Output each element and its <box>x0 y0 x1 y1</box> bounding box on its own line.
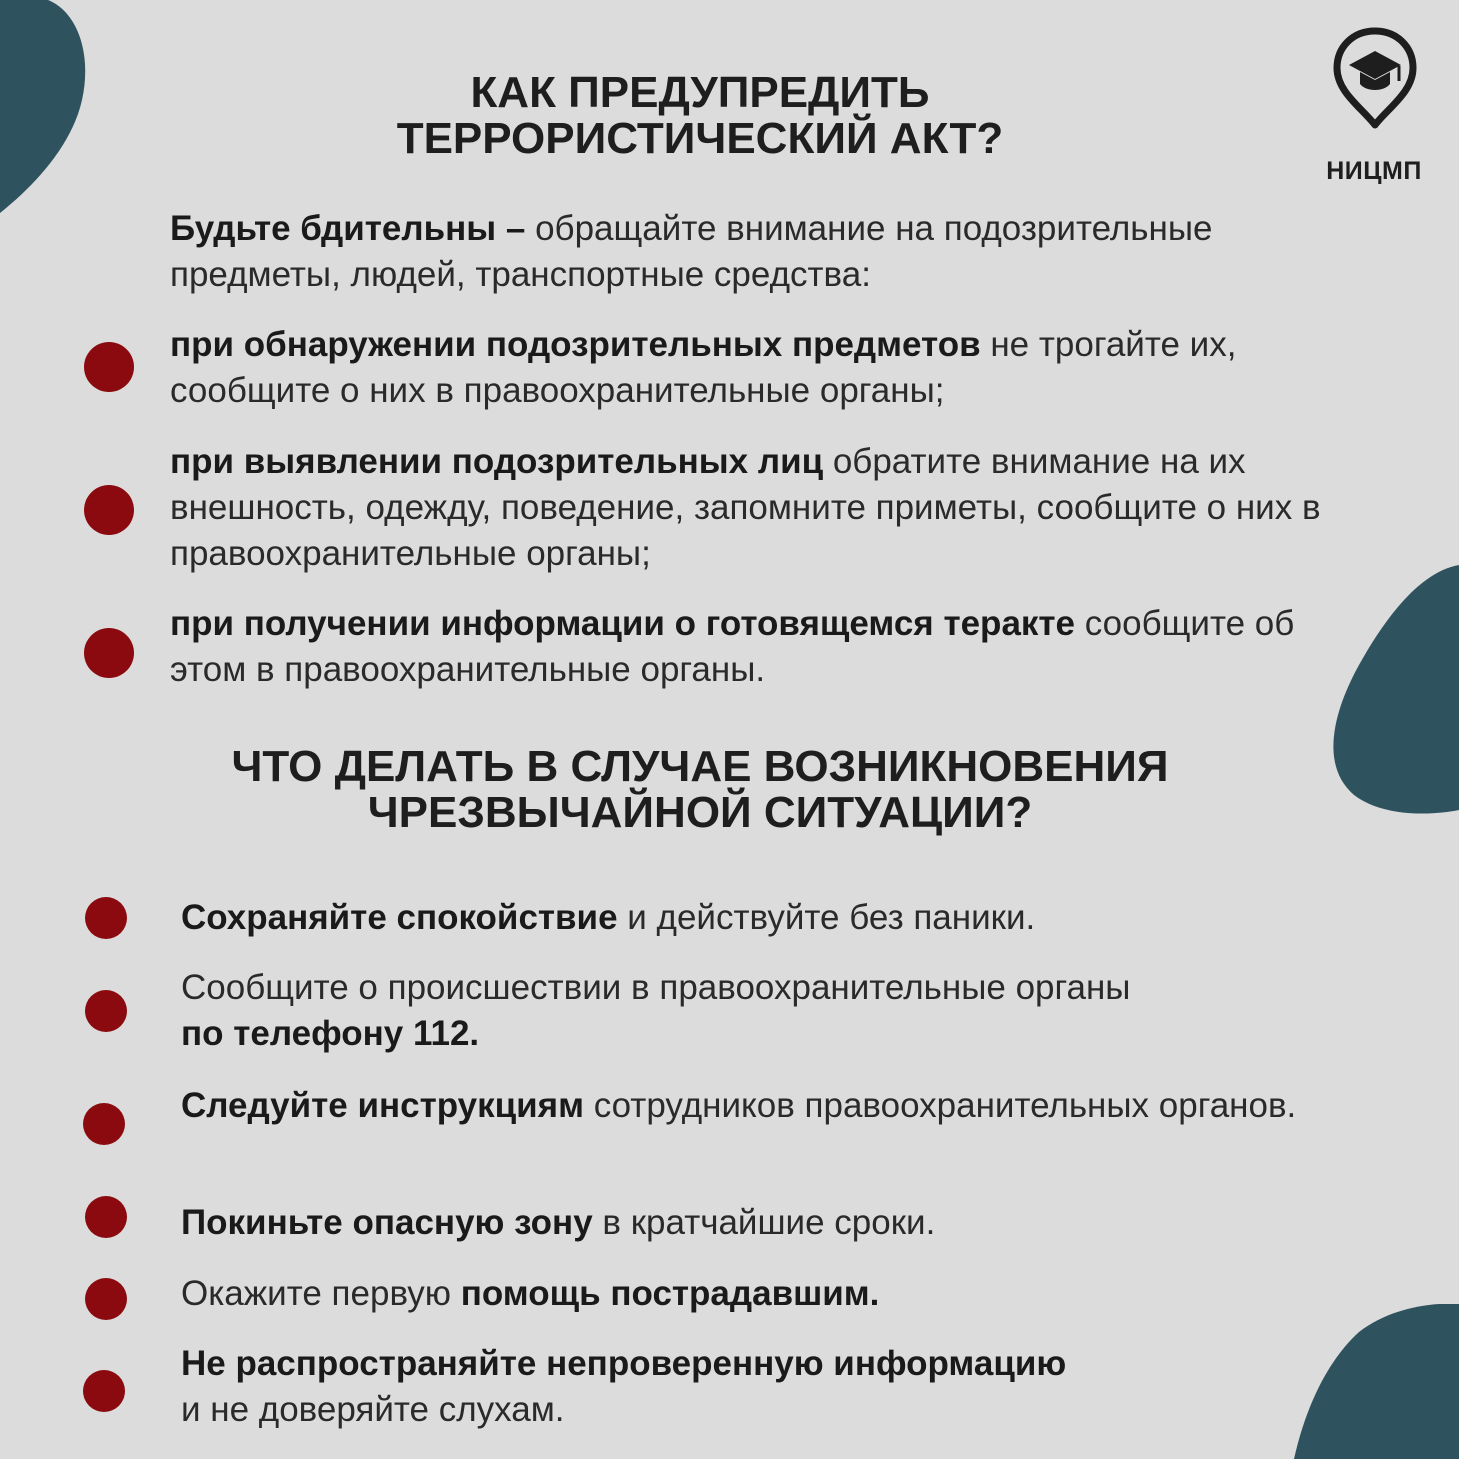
list-item-text: не трогайте их, сообщите о них в правоохранительные органы; <box>170 325 1237 410</box>
intro-paragraph <box>170 206 1340 298</box>
section2-title <box>150 744 1250 836</box>
list-item <box>170 439 1340 577</box>
bullet-dot <box>84 628 134 678</box>
bullet-dot <box>84 485 134 535</box>
list-item-bold: помощь пострадавшим. <box>460 1274 880 1313</box>
list-item <box>181 1271 1301 1317</box>
bullet-dot <box>83 1103 125 1145</box>
list-item-text: Сообщите о происшествии в правоохранительные органы <box>181 968 1131 1007</box>
bullet-dot <box>85 897 127 939</box>
bullet-dot <box>85 990 127 1032</box>
list-item <box>181 895 1301 941</box>
list-item-text: в кратчайшие сроки. <box>592 1203 936 1242</box>
section1-title-line2: ТЕРРОРИСТИЧЕСКИЙ АКТ? <box>396 114 1004 163</box>
decorative-blob-right <box>1324 560 1459 815</box>
list-item-text: Окажите первую <box>181 1274 461 1313</box>
list-item <box>170 601 1340 693</box>
list-item-text: обратите внимание на их внешность, одежду, поведение, запомните приметы, сообщите о них в правоохранительные органы; <box>170 442 1321 573</box>
list-item-text: и не доверяйте слухам. <box>181 1390 565 1429</box>
bullet-dot <box>84 342 134 392</box>
list-item <box>181 1341 1301 1433</box>
list-item-text: сотрудников правоохранительных органов. <box>583 1086 1297 1125</box>
bullet-dot <box>85 1196 127 1238</box>
list-item-bold: Не распространяйте непроверенную информацию <box>181 1344 1067 1383</box>
list-item-bold: при выявлении подозрительных лиц <box>170 442 824 481</box>
list-item-bold: Покиньте опасную зону <box>181 1203 593 1242</box>
intro-bold: Будьте бдительны – <box>170 209 526 248</box>
list-item-bold: при обнаружении подозрительных предметов <box>170 325 981 364</box>
graduation-cap-location-pin-icon <box>1332 26 1418 130</box>
list-item-bold: Сохраняйте спокойствие <box>181 898 618 937</box>
intro-text: обращайте внимание на подозрительные предметы, людей, транспортные средства: <box>170 209 1213 294</box>
list-item-text: и действуйте без паники. <box>617 898 1036 937</box>
logo <box>1312 26 1436 185</box>
decorative-blob-top-left <box>0 0 90 215</box>
list-item <box>181 1200 1301 1246</box>
bullet-dot <box>85 1278 127 1320</box>
list-item <box>181 1083 1301 1129</box>
list-item-bold: по телефону 112. <box>181 1014 480 1053</box>
section1-title-line1: КАК ПРЕДУПРЕДИТЬ <box>470 68 930 117</box>
section2-title-line1: ЧТО ДЕЛАТЬ В СЛУЧАЕ ВОЗНИКНОВЕНИЯ <box>231 742 1169 791</box>
section2-title-line2: ЧРЕЗВЫЧАЙНОЙ СИТУАЦИИ? <box>367 788 1033 837</box>
section1-title <box>280 70 1120 162</box>
bullet-dot <box>83 1370 125 1412</box>
logo-text: НИЦМП <box>1326 157 1422 185</box>
list-item <box>170 322 1340 414</box>
list-item-bold: при получении информации о готовящемся теракте <box>170 604 1076 643</box>
decorative-blob-bottom-right <box>1294 1304 1459 1459</box>
list-item <box>181 965 1301 1057</box>
list-item-text: сообщите об этом в правоохранительные органы. <box>170 604 1295 689</box>
list-item-bold: Следуйте инструкциям <box>181 1086 584 1125</box>
